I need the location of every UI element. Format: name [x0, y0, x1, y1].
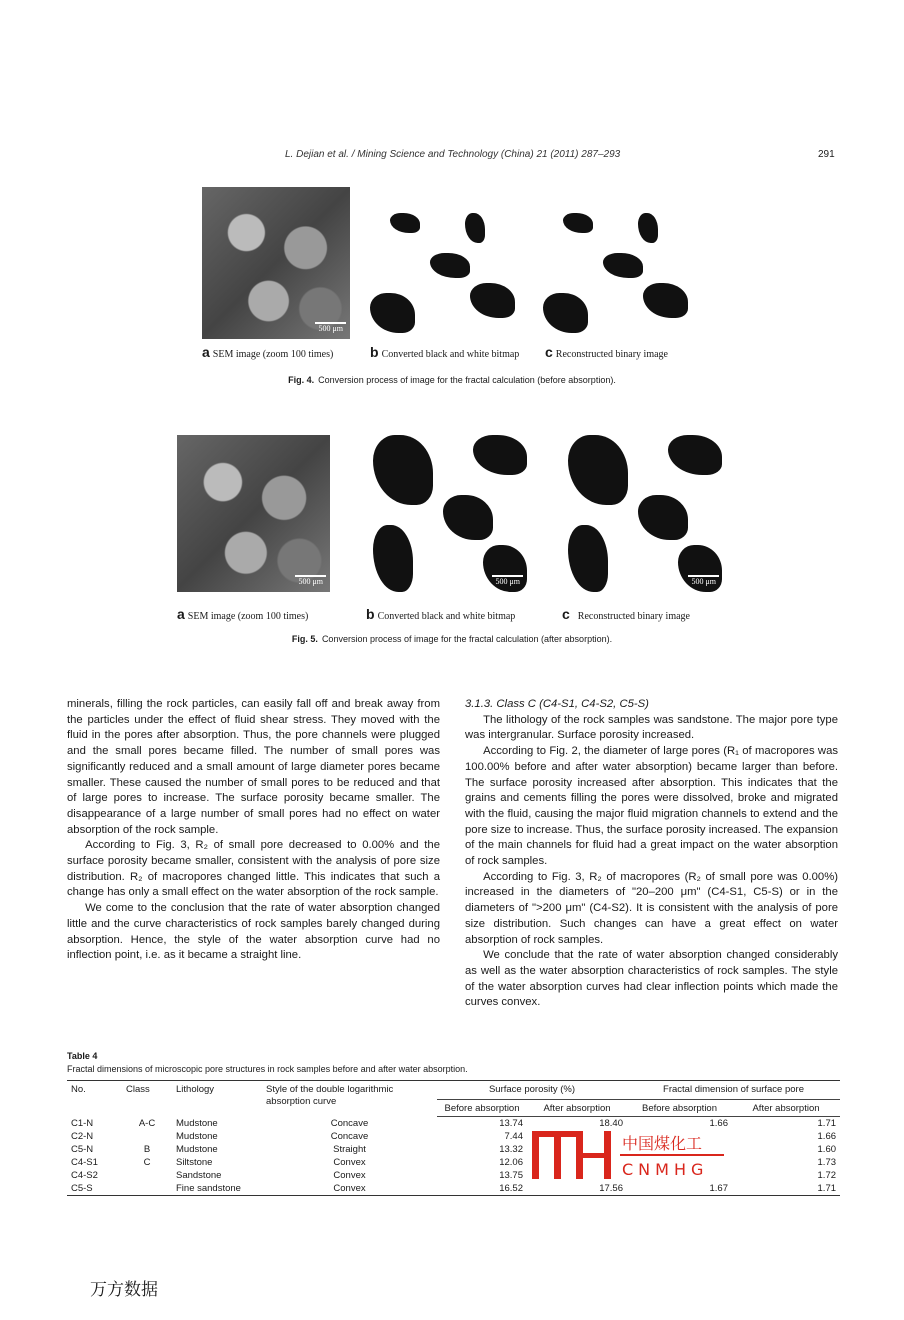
- paragraph: According to Fig. 3, R₂ of small pore decreased to 0.00% and the surface porosity became smaller, consistent with the analysis of pore size distribution. R₂ of macropores changed little. This indicates that such a change has only a small effect on the water absorption of the rock sample.: [67, 839, 440, 899]
- fig5-binary-image: [568, 435, 723, 592]
- table-cell: C1-N: [71, 1117, 94, 1129]
- paragraph: According to Fig. 2, the diameter of large pores (R₁ of macropores was 100.00% before and after water absorption) became larger than before. The surface porosity increased after absorption. This indicates that the grains and cements filling the pores were dissolved, broke and migrated with the fluid, causing the major fluid migration channels to extend and the pore size to increase. Thus, the surface porosity increased. The expansion of the main channels for fluid had a great impact on the water absorption of rock samples.: [465, 745, 838, 868]
- table-cell: 16.52: [499, 1183, 523, 1194]
- fig4-label-c: c Reconstructed binary image: [545, 344, 668, 360]
- footer-source: 万方数据: [90, 1280, 158, 1299]
- paragraph: According to Fig. 3, R₂ of macropores (R₂ of small pore was 0.00%) increased in the diameters of "20–200 μm" (C4-S1, C5-S) or in the diameters of ">200 μm" (C4-S2). It is consistent with the analysis of pore size distribution. Such changes can have a great effect on water absorption of rock samples.: [465, 870, 838, 946]
- page-number: 291: [818, 149, 835, 160]
- section-heading: 3.1.3. Class C (C4-S1, C4-S2, C5-S): [465, 698, 649, 710]
- table-cell: 1.66: [817, 1131, 837, 1142]
- table-caption: Fractal dimensions of microscopic pore structures in rock samples before and after water absorption.: [67, 1064, 468, 1074]
- table-cell: A-C: [138, 1117, 156, 1129]
- running-head: L. Dejian et al. / Mining Science and Technology (China) 21 (2011) 287–293: [285, 149, 621, 160]
- table-cell: C5-N: [71, 1144, 94, 1155]
- paragraph: The lithology of the rock samples was sandstone. The major pore type was intergranular. Surface porosity increased.: [465, 713, 838, 742]
- paragraph: We come to the conclusion that the rate of water absorption changed little and the curve characteristics of rock samples barely changed during absorption. Hence, the style of the water absorption curve had no inflection point, i.e. as it became a straight line.: [67, 902, 440, 962]
- table-cell: Convex: [333, 1157, 366, 1168]
- fig4-bitmap-image: [370, 183, 522, 339]
- table-cell: Sandstone: [176, 1170, 222, 1181]
- col-header: Before absorption: [627, 1100, 732, 1117]
- scale-bar: 500 μm: [295, 575, 326, 586]
- table-cell: Siltstone: [176, 1157, 213, 1168]
- right-column: [465, 697, 838, 1011]
- table-cell: [122, 1182, 172, 1196]
- table-cell: Convex: [333, 1183, 366, 1194]
- table-cell: Mudstone: [176, 1131, 218, 1142]
- table-label: Table 4: [67, 1051, 98, 1061]
- table-cell: 1.71: [817, 1118, 837, 1129]
- table-cell: Concave: [330, 1117, 369, 1129]
- table-cell: 1.71: [817, 1183, 837, 1194]
- fig5-label-c: c Reconstructed binary image: [562, 606, 690, 622]
- table-cell: 7.44: [504, 1131, 523, 1142]
- col-header: Lithology: [176, 1084, 215, 1095]
- fig5-label-a: a SEM image (zoom 100 times): [177, 606, 309, 622]
- table-row: [67, 1182, 840, 1196]
- col-header: Before absorption: [437, 1100, 527, 1117]
- table-cell: Concave: [330, 1131, 369, 1142]
- table-cell: Convex: [333, 1170, 366, 1181]
- table-cell: B: [143, 1144, 151, 1155]
- col-header: Style of the double logarithmic absorption curve: [266, 1084, 394, 1107]
- fig5-label-b: b Converted black and white bitmap: [366, 606, 516, 622]
- left-column: [67, 697, 440, 964]
- col-header: Class: [126, 1084, 150, 1095]
- table-cell: Fine sandstone: [176, 1183, 241, 1194]
- paragraph: We conclude that the rate of water absorption changed considerably as well as the water absorption characteristics of rock samples. The style of the water absorption curves had clear inflection points which made the curves convex.: [465, 949, 838, 1009]
- table-cell: 18.40: [599, 1118, 623, 1129]
- col-header: After absorption: [527, 1100, 627, 1117]
- watermark-logo: [532, 1131, 726, 1179]
- table-cell: Mudstone: [176, 1117, 218, 1129]
- scale-bar: 500 μm: [661, 322, 692, 333]
- table-cell: C5-S: [71, 1183, 93, 1194]
- fig4-caption: Fig. 4. Conversion process of image for the fractal calculation (before absorption).: [288, 375, 616, 385]
- fig5-sem-image: [177, 435, 330, 592]
- watermark-en: CNMHG: [622, 1160, 709, 1179]
- col-header: After absorption: [732, 1100, 840, 1117]
- table-cell: 13.75: [499, 1170, 523, 1181]
- table-cell: C4-S2: [71, 1170, 98, 1181]
- fig4-label-a: a SEM image (zoom 100 times): [202, 344, 334, 360]
- scale-bar: 500 μm: [688, 575, 719, 586]
- table-cell: 1.72: [817, 1170, 837, 1181]
- table-cell: [122, 1130, 172, 1143]
- table-cell: 1.66: [709, 1118, 728, 1129]
- scale-bar: 500 μm: [487, 322, 518, 333]
- fig4-binary-image: [543, 183, 696, 339]
- table-cell: 12.06: [499, 1157, 523, 1168]
- table-cell: [122, 1169, 172, 1182]
- fig5-bitmap-image: [373, 435, 527, 592]
- watermark-cn: 中国煤化工: [622, 1134, 703, 1153]
- col-header: Surface porosity (%): [437, 1081, 627, 1100]
- table-row: [67, 1117, 840, 1131]
- table-cell: 1.67: [709, 1183, 728, 1194]
- paragraph: minerals, filling the rock particles, can easily fall off and break away from the particles under the effect of fluid shear stress. They moved with the fluid in the pores after absorption. Thus, the pore channels were plugged and the small pores became filled. The number of small pores was significantly reduced and a small amount of large diameter pores became smaller. These caused the number of small pores to be reduced and that of large pores to increase. The surface porosity became smaller. The disappearance of a large number of small pores had no effect on water absorption of the rock sample.: [67, 698, 440, 836]
- fig5-caption: Fig. 5. Conversion process of image for the fractal calculation (after absorption).: [291, 634, 613, 644]
- scale-bar: 500 μm: [315, 322, 346, 333]
- table-cell: C2-N: [71, 1131, 94, 1142]
- col-header: No.: [71, 1084, 86, 1095]
- col-header: Fractal dimension of surface pore: [627, 1081, 840, 1100]
- table-cell: 1.60: [817, 1144, 837, 1155]
- table-cell: 13.32: [499, 1144, 523, 1155]
- table-cell: 17.56: [599, 1183, 623, 1194]
- table-cell: Mudstone: [176, 1144, 218, 1155]
- fig4-label-b: b Converted black and white bitmap: [370, 344, 520, 360]
- scale-bar: 500 μm: [492, 575, 523, 586]
- table-cell: C: [143, 1157, 151, 1168]
- table-cell: C4-S1: [71, 1157, 98, 1168]
- table-cell: 13.74: [499, 1118, 523, 1129]
- table-cell: Straight: [333, 1144, 366, 1155]
- table-cell: 1.73: [817, 1157, 837, 1168]
- fig4-sem-image: [202, 187, 350, 339]
